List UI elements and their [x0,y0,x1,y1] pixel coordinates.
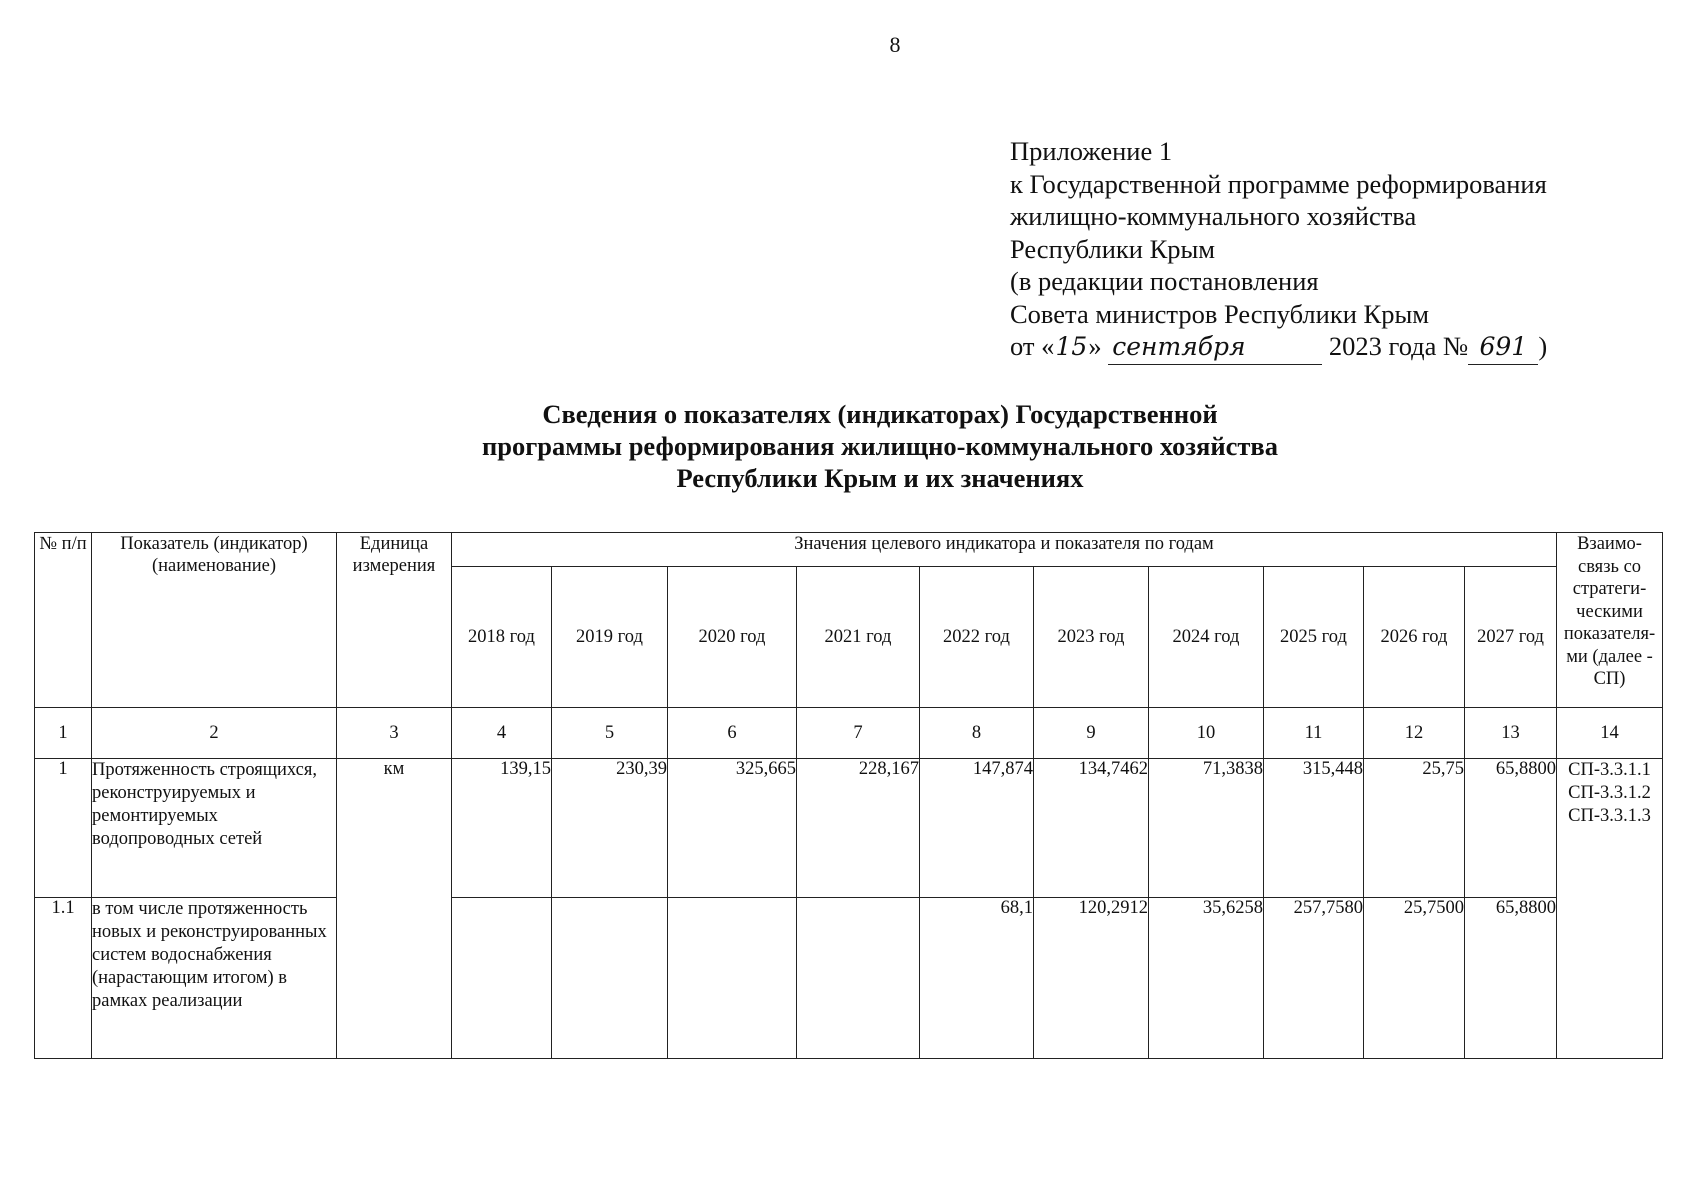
header-year: 2018 год [452,567,552,708]
header-link-sp: Взаимо-связь со стратеги-ческими показателя-ми (далее - СП) [1557,533,1663,708]
appendix-date-line [1010,330,1547,365]
header-year: 2027 год [1465,567,1557,708]
table-row [35,759,1663,898]
appendix-line: жилищно-коммунального хозяйства [1010,201,1417,231]
date-month: сентября [1108,331,1322,365]
date-day: 15 [1055,332,1088,361]
header-year: 2025 год [1264,567,1364,708]
header-unit: Единица измерения [337,533,452,708]
value-cell [797,898,920,1059]
appendix-line: Приложение 1 [1010,136,1173,166]
header-year: 2022 год [920,567,1034,708]
column-number: 13 [1465,708,1557,759]
date-suffix: ) [1538,331,1548,361]
sp-link: СП-3.3.1.1 [1568,760,1651,780]
column-number: 12 [1364,708,1465,759]
header-year: 2024 год [1149,567,1264,708]
date-prefix: от « [1010,331,1055,361]
column-number: 1 [35,708,92,759]
table-row [35,898,1663,1059]
row-number: 1.1 [35,898,92,1059]
column-number: 11 [1264,708,1364,759]
column-number: 2 [92,708,337,759]
value-cell: 325,665 [668,759,797,898]
header-year: 2021 год [797,567,920,708]
value-cell: 228,167 [797,759,920,898]
column-number: 10 [1149,708,1264,759]
value-cell [552,898,668,1059]
column-number: 14 [1557,708,1663,759]
header-values-group: Значения целевого индикатора и показателя по годам [452,533,1557,567]
value-cell: 25,7500 [1364,898,1465,1059]
value-cell: 147,874 [920,759,1034,898]
column-number: 5 [552,708,668,759]
value-cell: 71,3838 [1149,759,1264,898]
value-cell: 139,15 [452,759,552,898]
appendix-line: к Государственной программе реформирования [1010,168,1547,199]
appendix-line: (в редакции постановления [1010,266,1319,296]
column-number: 6 [668,708,797,759]
header-year: 2020 год [668,567,797,708]
header-num: № п/п [35,533,92,708]
title-line: программы реформирования жилищно-коммунального хозяйства [482,431,1278,461]
value-cell: 257,7580 [1264,898,1364,1059]
value-cell: 230,39 [552,759,668,898]
value-cell: 25,75 [1364,759,1465,898]
appendix-block [1010,135,1547,365]
value-cell: 134,7462 [1034,759,1149,898]
sp-link: СП-3.3.1.2 [1568,783,1651,803]
value-cell: 35,6258 [1149,898,1264,1059]
value-cell: 68,1 [920,898,1034,1059]
column-number: 9 [1034,708,1149,759]
column-number: 3 [337,708,452,759]
indicator-name: Протяженность строящихся, реконструируемых и ремонтируемых водопроводных сетей [92,759,337,898]
header-year: 2019 год [552,567,668,708]
date-year: 2023 года № [1328,331,1469,361]
indicator-name: в том числе протяженность новых и реконструированных систем водоснабжения (нарастающим итогом) в рамках реализации [92,898,337,1059]
value-cell: 120,2912 [1034,898,1149,1059]
value-cell: 65,8800 [1465,898,1557,1059]
header-year: 2026 год [1364,567,1465,708]
sp-link: СП-3.3.1.3 [1568,806,1651,826]
column-number-row [35,708,1663,759]
document-title [380,398,1380,494]
value-cell [452,898,552,1059]
title-line: Сведения о показателях (индикаторах) Государственной [542,399,1218,429]
value-cell: 65,8800 [1465,759,1557,898]
column-number: 7 [797,708,920,759]
title-line: Республики Крым и их значениях [676,463,1084,493]
date-mid: » [1088,331,1102,361]
appendix-line: Совета министров Республики Крым [1010,298,1430,329]
header-year: 2023 год [1034,567,1149,708]
appendix-line: Республики Крым [1010,233,1216,264]
sp-links-cell [1557,759,1663,1059]
column-number: 4 [452,708,552,759]
unit-cell: км [337,759,452,1059]
document-number: 691 [1468,331,1538,365]
row-number: 1 [35,759,92,898]
column-number: 8 [920,708,1034,759]
header-indicator: Показатель (индикатор) (наименование) [92,533,337,708]
value-cell [668,898,797,1059]
value-cell: 315,448 [1264,759,1364,898]
indicators-table [34,532,1663,1059]
page-number: 8 [889,32,901,57]
